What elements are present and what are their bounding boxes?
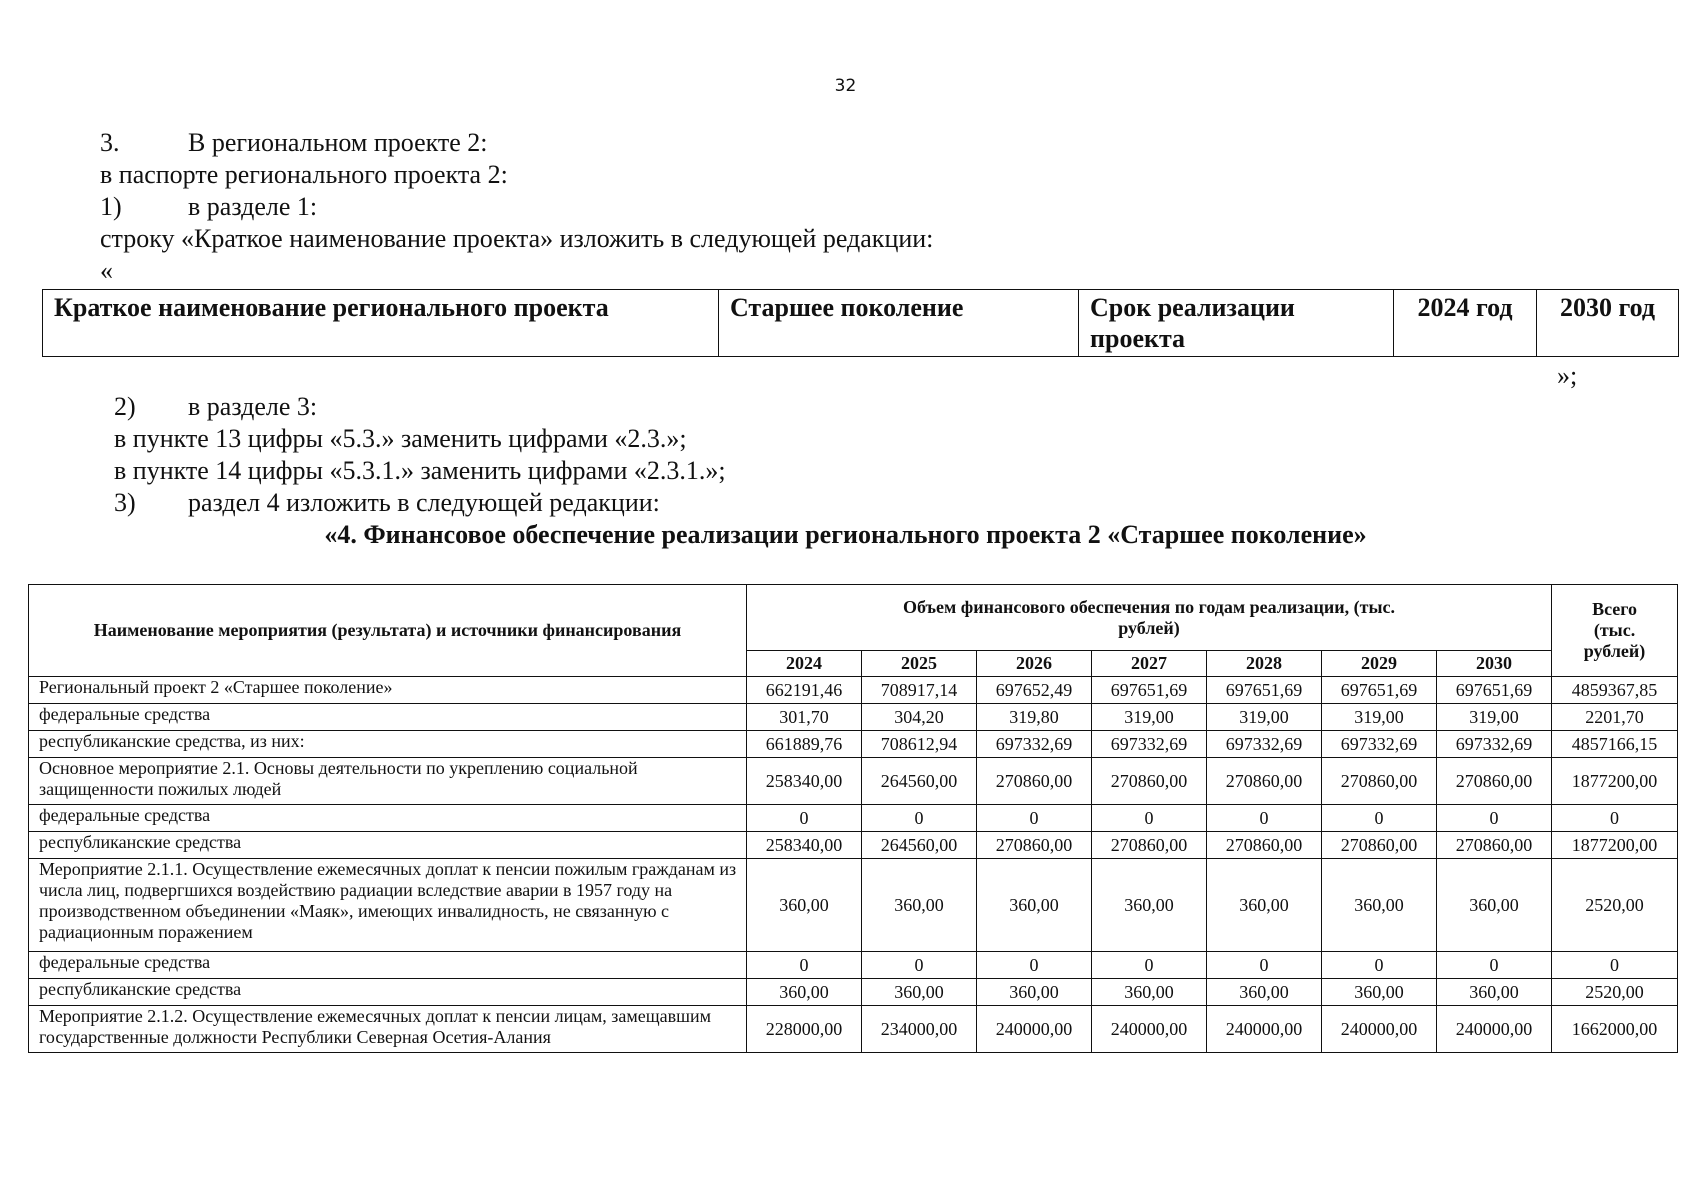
open-quote: « xyxy=(100,256,113,285)
year-value: 697651,69 xyxy=(1322,677,1437,704)
year-value: 697332,69 xyxy=(1092,731,1207,758)
year-value: 0 xyxy=(1437,952,1552,979)
table-row xyxy=(29,805,1678,832)
short-name-label: Краткое наименование регионального проекта xyxy=(43,290,719,357)
year-value: 270860,00 xyxy=(1437,758,1552,805)
table-row xyxy=(29,832,1678,859)
year-value: 240000,00 xyxy=(1437,1006,1552,1053)
year-header: 2030 xyxy=(1437,651,1552,677)
year-value: 697332,69 xyxy=(1207,731,1322,758)
subitem-2-line xyxy=(114,392,317,422)
year-value: 264560,00 xyxy=(862,758,977,805)
table-row xyxy=(29,952,1678,979)
year-value: 240000,00 xyxy=(1092,1006,1207,1053)
year-value: 270860,00 xyxy=(1322,758,1437,805)
passport-line: в паспорте регионального проекта 2: xyxy=(100,160,508,189)
table-row xyxy=(29,731,1678,758)
year-value: 0 xyxy=(1322,952,1437,979)
row-total: 1877200,00 xyxy=(1552,832,1678,859)
term-label: Срок реализации проекта xyxy=(1079,290,1394,357)
header-volume: Объем финансового обеспечения по годам реализации, (тыс. рублей) xyxy=(747,585,1552,651)
year-value: 0 xyxy=(747,952,862,979)
year-value: 360,00 xyxy=(1092,859,1207,952)
row-name: Мероприятие 2.1.1. Осуществление ежемесячных доплат к пенсии пожилым гражданам из числа лиц, подвергшихся воздействию радиации вследствие аварии в 1957 году на производственном объединении «Маяк», имеющих инвалидность, не связанную с радиационным поражением xyxy=(29,859,747,952)
year-value: 240000,00 xyxy=(1207,1006,1322,1053)
row-total: 1662000,00 xyxy=(1552,1006,1678,1053)
year-value: 270860,00 xyxy=(1322,832,1437,859)
year-value: 708917,14 xyxy=(862,677,977,704)
year-value: 319,00 xyxy=(1207,704,1322,731)
year-value: 360,00 xyxy=(1437,979,1552,1006)
financing-table-body xyxy=(29,677,1678,1053)
row-name: федеральные средства xyxy=(29,952,747,979)
row-name: федеральные средства xyxy=(29,704,747,731)
row-name: республиканские средства xyxy=(29,832,747,859)
row-total: 2520,00 xyxy=(1552,979,1678,1006)
row-total: 4859367,85 xyxy=(1552,677,1678,704)
header-name: Наименование мероприятия (результата) и источники финансирования xyxy=(29,585,747,677)
row-total: 0 xyxy=(1552,952,1678,979)
year-value: 240000,00 xyxy=(1322,1006,1437,1053)
item-3-number: 3. xyxy=(100,128,120,157)
year-value: 270860,00 xyxy=(1207,758,1322,805)
short-name-instruction: строку «Краткое наименование проекта» изложить в следующей редакции: xyxy=(100,224,934,253)
subitem-1-number: 1) xyxy=(100,192,122,221)
year-value: 0 xyxy=(977,952,1092,979)
year-value: 697651,69 xyxy=(1092,677,1207,704)
item-3-line xyxy=(100,128,488,158)
financing-table xyxy=(28,584,1678,1053)
year-header: 2027 xyxy=(1092,651,1207,677)
year-value: 697651,69 xyxy=(1437,677,1552,704)
year-value: 697332,69 xyxy=(1437,731,1552,758)
header-row xyxy=(29,585,1678,651)
year-value: 0 xyxy=(1437,805,1552,832)
year-value: 360,00 xyxy=(1322,979,1437,1006)
close-quote: »; xyxy=(1557,361,1578,390)
year-value: 258340,00 xyxy=(747,758,862,805)
year-value: 360,00 xyxy=(1437,859,1552,952)
year-header: 2028 xyxy=(1207,651,1322,677)
year-value: 0 xyxy=(1207,952,1322,979)
short-name-row xyxy=(43,290,1679,357)
point-14-line: в пункте 14 цифры «5.3.1.» заменить цифрами «2.3.1.»; xyxy=(114,456,726,485)
year-value: 270860,00 xyxy=(1207,832,1322,859)
row-name: федеральные средства xyxy=(29,805,747,832)
row-total: 1877200,00 xyxy=(1552,758,1678,805)
year-header: 2026 xyxy=(977,651,1092,677)
year-header: 2029 xyxy=(1322,651,1437,677)
year-value: 360,00 xyxy=(747,859,862,952)
section-4-title: «4. Финансовое обеспечение реализации регионального проекта 2 «Старшее поколение» xyxy=(324,520,1367,549)
row-name: Основное мероприятие 2.1. Основы деятельности по укреплению социальной защищенности пожилых людей xyxy=(29,758,747,805)
row-name: республиканские средства, из них: xyxy=(29,731,747,758)
year-value: 270860,00 xyxy=(1092,832,1207,859)
point-13-line: в пункте 13 цифры «5.3.» заменить цифрами «2.3.»; xyxy=(114,424,687,453)
year-value: 270860,00 xyxy=(977,758,1092,805)
row-total: 4857166,15 xyxy=(1552,731,1678,758)
year-value: 240000,00 xyxy=(977,1006,1092,1053)
table-row xyxy=(29,1006,1678,1053)
year-value: 360,00 xyxy=(1322,859,1437,952)
year-value: 270860,00 xyxy=(977,832,1092,859)
year-value: 319,00 xyxy=(1437,704,1552,731)
year-value: 697332,69 xyxy=(1322,731,1437,758)
year-value: 234000,00 xyxy=(862,1006,977,1053)
subitem-3-line xyxy=(114,488,660,518)
row-name: Региональный проект 2 «Старшее поколение» xyxy=(29,677,747,704)
subitem-1-line xyxy=(100,192,317,222)
table-row xyxy=(29,758,1678,805)
year-value: 0 xyxy=(977,805,1092,832)
short-name-table xyxy=(42,289,1679,357)
row-total: 2520,00 xyxy=(1552,859,1678,952)
year-value: 0 xyxy=(862,805,977,832)
year-value: 661889,76 xyxy=(747,731,862,758)
year-value: 0 xyxy=(1092,805,1207,832)
term-start: 2024 год xyxy=(1394,290,1537,357)
subitem-2-number: 2) xyxy=(114,392,136,421)
page-number: 32 xyxy=(834,76,857,96)
header-total: Всего (тыс. рублей) xyxy=(1552,585,1678,677)
year-value: 708612,94 xyxy=(862,731,977,758)
table-row xyxy=(29,677,1678,704)
year-value: 360,00 xyxy=(1092,979,1207,1006)
row-total: 0 xyxy=(1552,805,1678,832)
year-value: 0 xyxy=(1092,952,1207,979)
year-value: 697332,69 xyxy=(977,731,1092,758)
year-value: 319,00 xyxy=(1322,704,1437,731)
year-value: 270860,00 xyxy=(1437,832,1552,859)
row-name: республиканские средства xyxy=(29,979,747,1006)
year-value: 360,00 xyxy=(862,979,977,1006)
year-value: 360,00 xyxy=(977,859,1092,952)
year-value: 360,00 xyxy=(1207,979,1322,1006)
year-value: 360,00 xyxy=(747,979,862,1006)
table-row xyxy=(29,979,1678,1006)
subitem-3-number: 3) xyxy=(114,488,136,517)
year-header: 2024 xyxy=(747,651,862,677)
year-value: 662191,46 xyxy=(747,677,862,704)
row-total: 2201,70 xyxy=(1552,704,1678,731)
year-value: 0 xyxy=(1322,805,1437,832)
year-value: 0 xyxy=(747,805,862,832)
subitem-2-text: в разделе 3: xyxy=(188,392,318,421)
subitem-1-text: в разделе 1: xyxy=(188,192,318,221)
short-name-value: Старшее поколение xyxy=(719,290,1079,357)
item-3-text: В региональном проекте 2: xyxy=(188,128,488,157)
year-value: 264560,00 xyxy=(862,832,977,859)
year-value: 0 xyxy=(862,952,977,979)
year-value: 360,00 xyxy=(1207,859,1322,952)
table-row xyxy=(29,859,1678,952)
subitem-3-text: раздел 4 изложить в следующей редакции: xyxy=(188,488,660,517)
year-value: 319,00 xyxy=(1092,704,1207,731)
year-value: 0 xyxy=(1207,805,1322,832)
year-value: 270860,00 xyxy=(1092,758,1207,805)
table-row xyxy=(29,704,1678,731)
year-value: 304,20 xyxy=(862,704,977,731)
year-value: 697652,49 xyxy=(977,677,1092,704)
year-value: 319,80 xyxy=(977,704,1092,731)
year-value: 258340,00 xyxy=(747,832,862,859)
year-value: 697651,69 xyxy=(1207,677,1322,704)
year-value: 360,00 xyxy=(977,979,1092,1006)
year-value: 228000,00 xyxy=(747,1006,862,1053)
year-value: 360,00 xyxy=(862,859,977,952)
row-name: Мероприятие 2.1.2. Осуществление ежемесячных доплат к пенсии лицам, замещавшим государственные должности Республики Северная Осетия-Алания xyxy=(29,1006,747,1053)
year-value: 301,70 xyxy=(747,704,862,731)
term-end: 2030 год xyxy=(1537,290,1679,357)
year-header: 2025 xyxy=(862,651,977,677)
